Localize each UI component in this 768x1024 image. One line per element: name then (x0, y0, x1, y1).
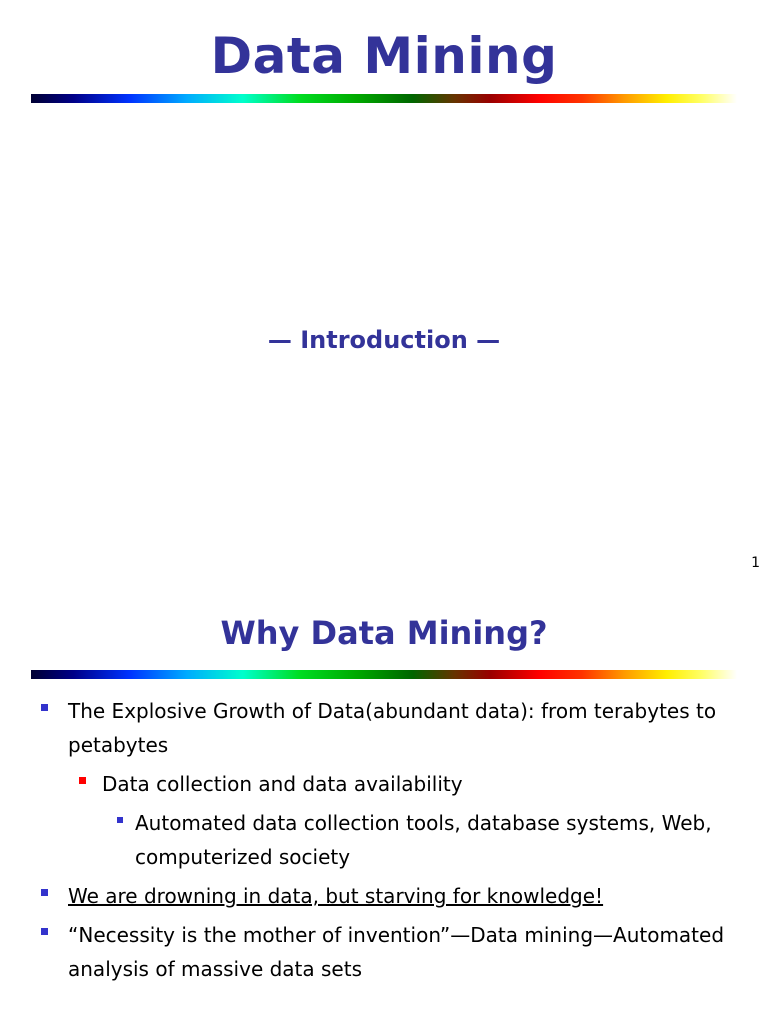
bullet-text: Data collection and data availability (102, 772, 463, 796)
bullet-text: The Explosive Growth of Data(abundant data): from terabytes to petabytes (68, 699, 717, 757)
slide-title: Data Mining (210, 27, 558, 85)
page-number: 1 (751, 555, 760, 571)
bullet-item (0, 767, 768, 801)
bullet-square-icon (79, 777, 86, 784)
bullet-item (0, 694, 768, 762)
bullet-list (0, 694, 768, 991)
bullet-square-icon (41, 889, 48, 896)
bullet-text: Automated data collection tools, database systems, Web, computerized society (135, 811, 712, 869)
bullet-text: “Necessity is the mother of invention”—Data mining—Automated analysis of massive data sets (68, 923, 725, 981)
rainbow-divider (31, 94, 737, 103)
slide-subtitle: — Introduction — (267, 326, 501, 354)
slide-2 (0, 580, 768, 1024)
rainbow-divider (31, 670, 737, 679)
bullet-item (0, 918, 768, 986)
bullet-text: We are drowning in data, but starving for knowledge! (68, 884, 604, 908)
bullet-item (0, 879, 768, 913)
bullet-square-icon (117, 817, 123, 823)
bullet-square-icon (41, 704, 48, 711)
slide-title: Why Data Mining? (220, 614, 548, 652)
bullet-item (0, 806, 768, 874)
bullet-square-icon (41, 928, 48, 935)
